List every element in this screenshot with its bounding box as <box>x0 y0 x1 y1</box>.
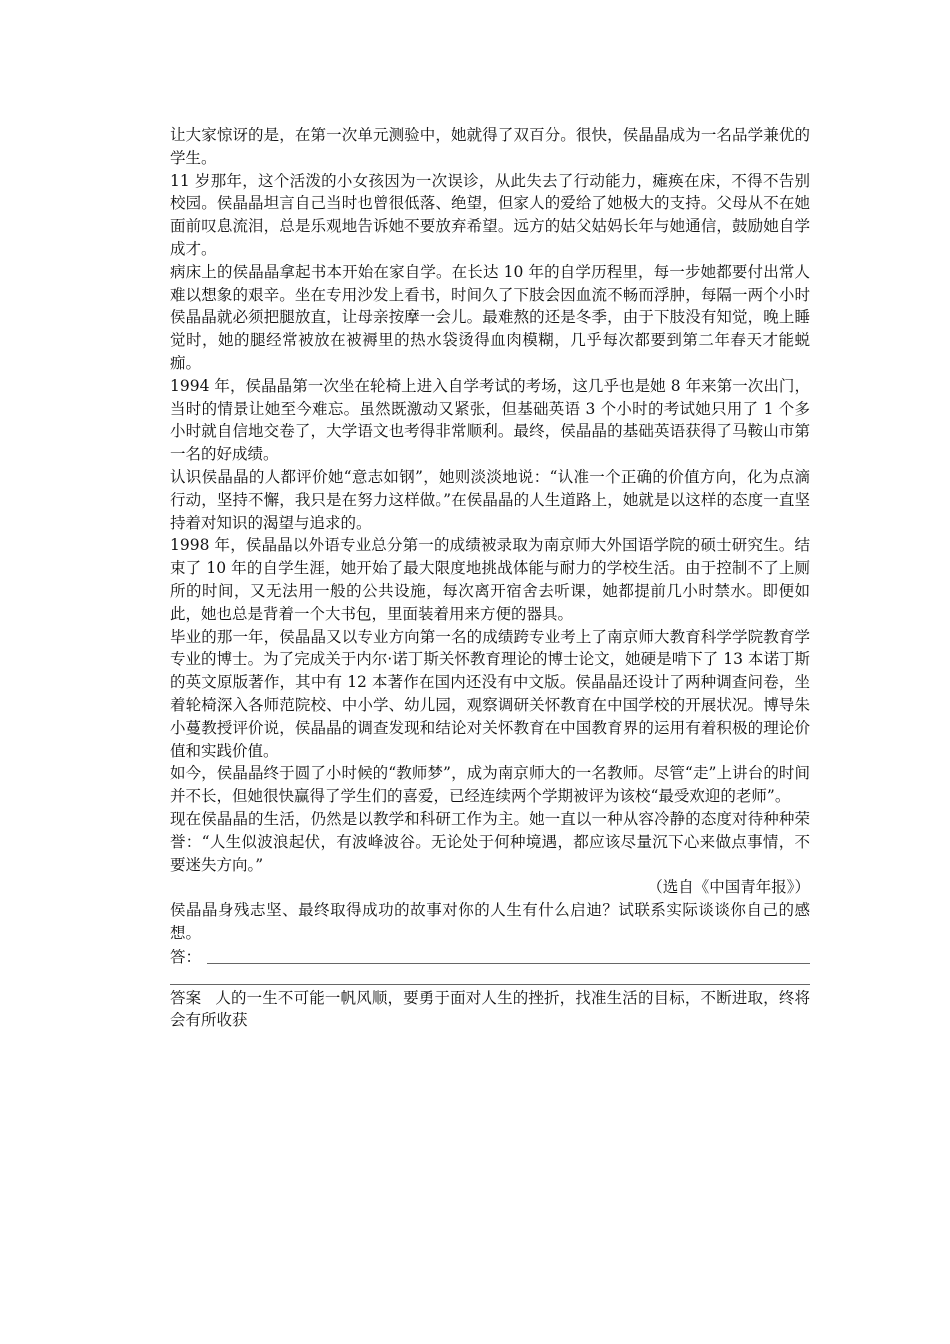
question-text: 侯晶晶身残志坚、最终取得成功的故事对你的人生有什么启迪？试联系实际谈谈你自己的感想。 <box>170 901 810 942</box>
paragraph-6: 1998 年，侯晶晶以外语专业总分第一的成绩被录取为南京师大外国语学院的硕士研究生。结束了 10 年的自学生涯，她开始了最大限度地挑战体能与耐力的学校生活。由于控制不了上厕所的时间，又无法用一般的公共设施，每次离开宿舍去听课，她都提前几小时禁水。即便如此，她也总是背着一个大书包，里面装着用来方便的器具。 <box>170 536 810 623</box>
answer-tag: 答案 <box>170 988 202 1007</box>
paragraph-4: 1994 年，侯晶晶第一次坐在轮椅上进入自学考试的考场，这几乎也是她 8 年来第一次出门，当时的情景让她至今难忘。虽然既激动又紧张，但基础英语 3 个小时的考试她只用了 1 个多小时就自信地交卷了，大学语文也考得非常顺利。最终，侯晶晶的基础英语获得了马鞍山市第一名的好成绩。 <box>170 376 810 464</box>
paragraph-9: 现在侯晶晶的生活，仍然是以教学和科研工作为主。她一直以一种从容冷静的态度对待种种荣誉：“人生似波浪起伏，有波峰波谷。无论处于何种境遇，都应该尽量沉下心来做点事情，不要迷失方向。” <box>170 809 810 874</box>
answer-label: 答： <box>170 947 202 966</box>
answer-block <box>170 987 810 1033</box>
answer-underline-2 <box>170 969 810 985</box>
answer-input-line[interactable] <box>170 946 810 969</box>
paragraph-3: 病床上的侯晶晶拿起书本开始在家自学。在长达 10 年的自学历程里，每一步她都要付出常人难以想象的艰辛。坐在专用沙发上看书，时间久了下肢会因血流不畅而浮肿，每隔一两个小时侯晶晶就必须把腿放直，让母亲按摩一会儿。最难熬的还是冬季，由于下肢没有知觉，晚上睡觉时，她的腿经常被放在被褥里的热水袋烫得血肉模糊，几乎每次都要到第二年春天才能蜕痂。 <box>170 262 810 372</box>
answer-underline <box>207 963 810 964</box>
article-body <box>170 124 810 1032</box>
paragraph-8: 如今，侯晶晶终于圆了小时候的“教师梦”，成为南京师大的一名教师。尽管“走”上讲台的时间并不长，但她很快赢得了学生们的喜爱，已经连续两个学期被评为该校“最受欢迎的老师”。 <box>170 764 810 806</box>
paragraph-7: 毕业的那一年，侯晶晶又以专业方向第一名的成绩跨专业考上了南京师大教育科学学院教育学专业的博士。为了完成关于内尔·诺丁斯关怀教育理论的博士论文，她硬是啃下了 13 本诺丁斯的英文原版著作，其中有 12 本著作在国内还没有中文版。侯晶晶还设计了两种调查问卷，坐着轮椅深入各师范院校、中小学、幼儿园，观察调研关怀教育在中国学校的开展状况。博导朱小蔓教授评价说，侯晶晶的调查发现和结论对关怀教育在中国教育界的运用有着积极的理论价值和实践价值。 <box>170 627 810 760</box>
paragraph-1: 让大家惊讶的是，在第一次单元测验中，她就得了双百分。很快，侯晶晶成为一名品学兼优的学生。 <box>170 126 810 167</box>
answer-text: 人的一生不可能一帆风顺，要勇于面对人生的挫折，找准生活的目标，不断进取，终将会有所收获 <box>170 988 810 1030</box>
paragraph-5: 认识侯晶晶的人都评价她“意志如钢”，她则淡淡地说：“认准一个正确的价值方向，化为点滴行动，坚持不懈，我只是在努力这样做。”在侯晶晶的人生道路上，她就是以这样的态度一直坚持着对知识的渴望与追求的。 <box>170 467 810 532</box>
source-citation: （选自《中国青年报》） <box>647 878 810 897</box>
paragraph-2: 11 岁那年，这个活泼的小女孩因为一次误诊，从此失去了行动能力，瘫痪在床，不得不告别校园。侯晶晶坦言自己当时也曾很低落、绝望，但家人的爱给了她极大的支持。父母从不在她面前叹息流泪，总是乐观地告诉她不要放弃希望。远方的姑父姑妈长年与她通信，鼓励她自学成才。 <box>170 171 810 258</box>
